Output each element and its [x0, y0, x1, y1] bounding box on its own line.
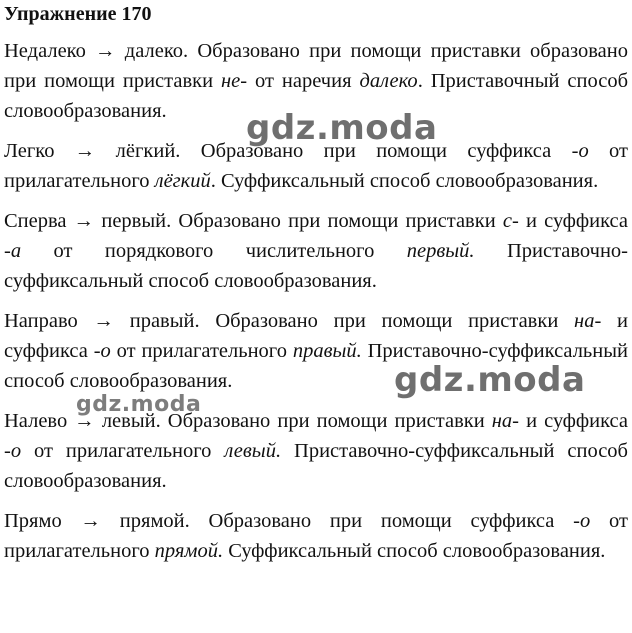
italic-term: лёгкий — [154, 170, 211, 192]
paragraph-text: от прилагательного — [21, 440, 225, 462]
exercise-title: Упражнение 170 — [4, 3, 152, 25]
paragraph-text: . Суффиксальный способ словообразования. — [210, 170, 599, 192]
answer-paragraph — [4, 36, 628, 126]
watermark: gdz.moda — [246, 108, 438, 148]
paragraph-text: от прилагательного — [110, 340, 293, 362]
paragraph-text: Сперва → первый. Образовано при помощи приставки — [4, 210, 503, 232]
paragraph-text: Легко → лёгкий. Образовано при помощи суффикса — [4, 140, 572, 162]
watermark: gdz.moda — [394, 360, 586, 400]
paragraph-text: Налево → левый. Образовано при помощи приставки — [4, 410, 492, 432]
italic-term: -о — [93, 340, 111, 362]
exercise-body — [4, 36, 628, 566]
paragraph-text: от наречия — [247, 70, 360, 92]
paragraph-text: от прилагательного — [4, 140, 628, 192]
paragraph-text: от порядкового числительного — [21, 240, 407, 262]
italic-term: не- — [221, 70, 248, 92]
italic-term: на- — [491, 410, 520, 432]
watermark: gdz.moda — [76, 392, 202, 417]
document-page — [4, 0, 628, 566]
paragraph-text: и суффикса — [4, 310, 628, 362]
italic-term: первый. — [406, 240, 475, 262]
italic-term: прямой. — [154, 540, 224, 562]
paragraph-text: Приставочно-суффиксальный способ словообразования. — [4, 240, 628, 292]
paragraph-text: Недалеко → далеко. Образовано при помощи приставки образовано при помощи приставки — [4, 40, 628, 92]
paragraph-text: Прямо → прямой. Образовано при помощи суффикса — [4, 510, 574, 532]
paragraph-text: Направо → правый. Образовано при помощи приставки — [4, 310, 575, 332]
answer-paragraph — [4, 206, 628, 296]
italic-term: -о — [573, 510, 591, 532]
answer-paragraph — [4, 506, 628, 566]
italic-term: -о — [571, 140, 589, 162]
answer-paragraph — [4, 406, 628, 496]
paragraph-text: от прилагательного — [4, 510, 628, 562]
italic-term: левый. — [224, 440, 282, 462]
answer-paragraph — [4, 136, 628, 196]
italic-term: -о — [4, 440, 22, 462]
paragraph-text: и суффикса — [519, 410, 628, 432]
paragraph-text: Приставочно-суффиксальный способ словообразования. — [4, 440, 628, 492]
italic-term: -а — [4, 240, 22, 262]
italic-term: с- — [502, 210, 519, 232]
italic-term: далеко — [359, 70, 418, 92]
paragraph-text: Суффиксальный способ словообразования. — [223, 540, 606, 562]
italic-term: на- — [574, 310, 602, 332]
italic-term: правый. — [292, 340, 362, 362]
paragraph-text: . Приставочный способ словообразования. — [4, 70, 628, 122]
paragraph-text: Приставочно-суффиксальный способ словообразования. — [4, 340, 628, 392]
answer-paragraph — [4, 306, 628, 396]
paragraph-text: и суффикса — [518, 210, 629, 232]
